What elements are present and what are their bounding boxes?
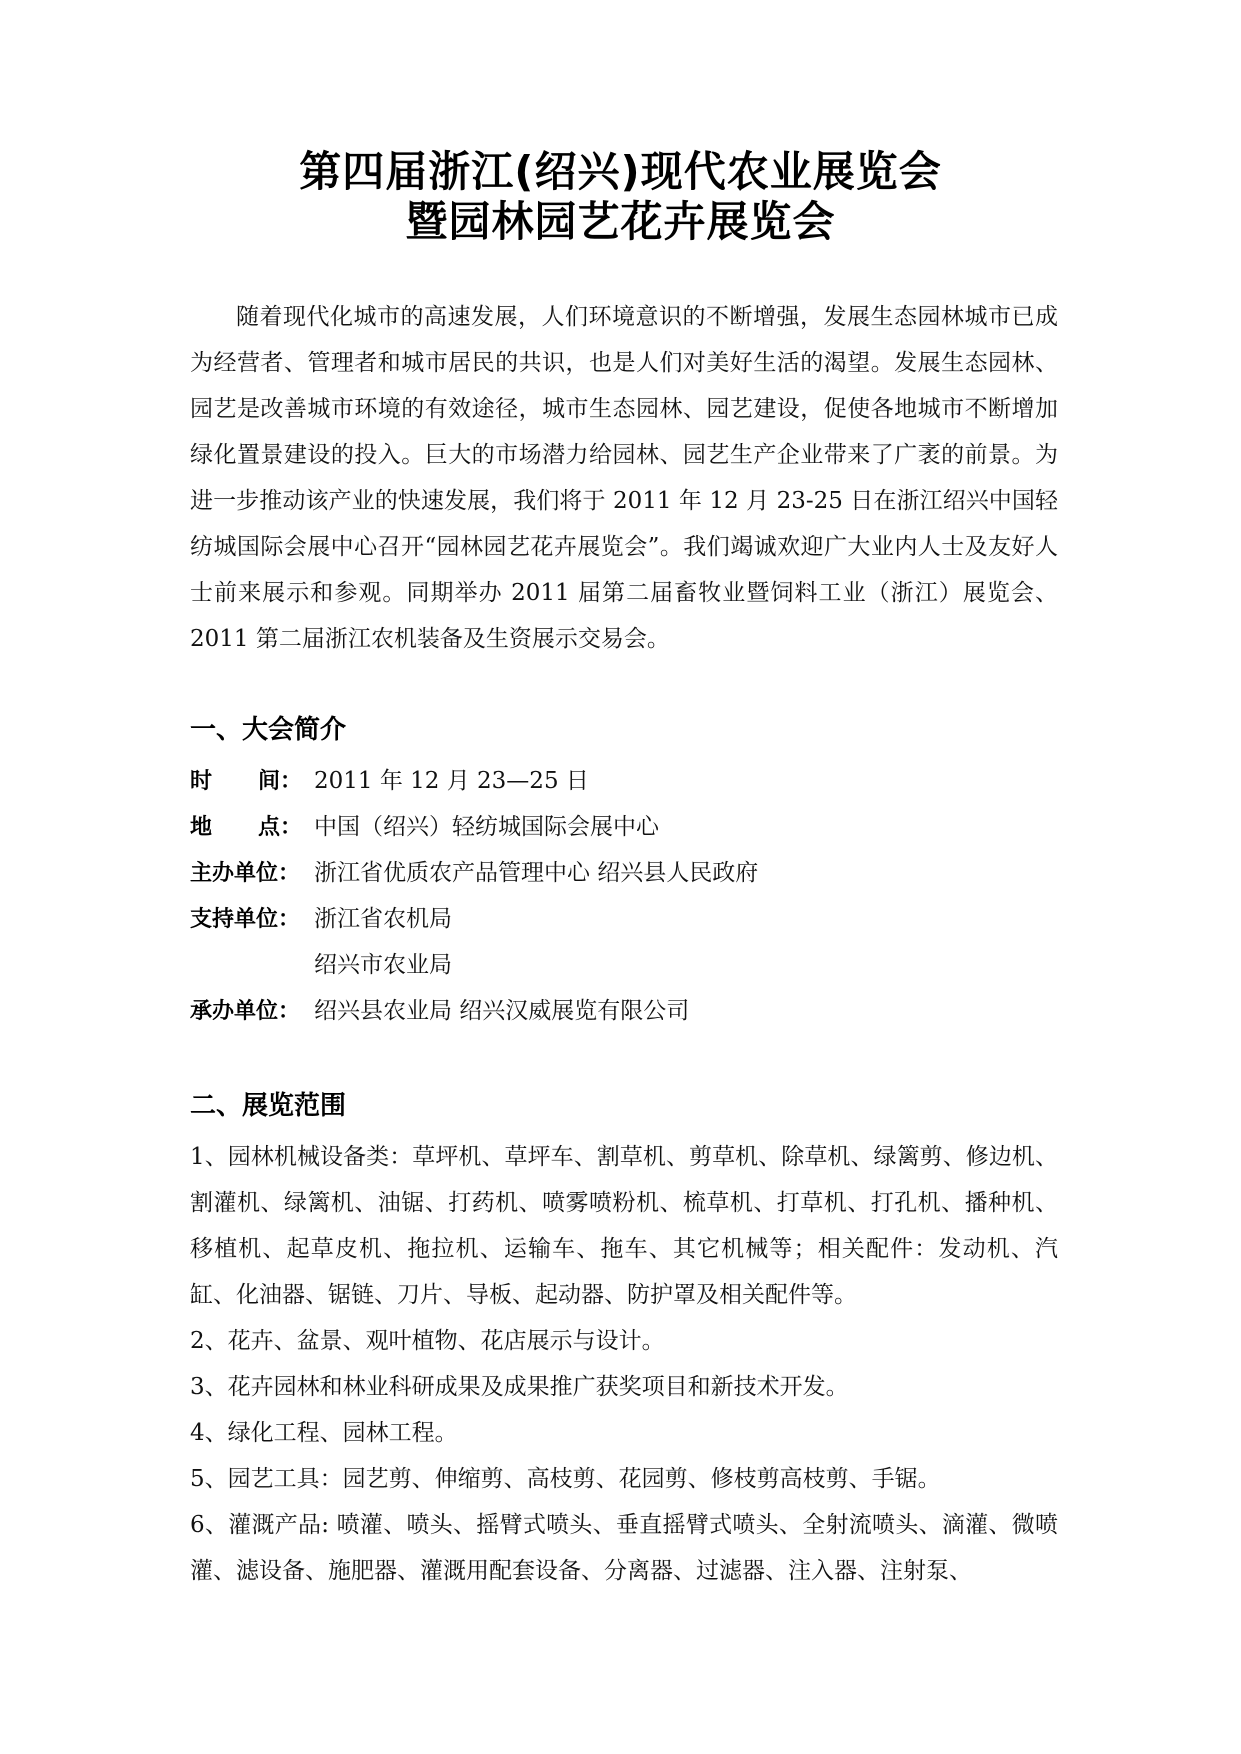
info-value-venue: 中国（绍兴）轻纺城国际会展中心 — [314, 814, 659, 840]
info-label-time: 时 间： — [190, 769, 302, 794]
info-label-organizer: 主办单位： — [190, 861, 301, 886]
info-value-host: 绍兴县农业局 绍兴汉威展览有限公司 — [314, 998, 690, 1024]
intro-paragraph: 随着现代化城市的高速发展，人们环境意识的不断增强，发展生态园林城市已成为经营者、管理者和城市居民的共识，也是人们对美好生活的渴望。发展生态园林、园艺是改善城市环境的有效途径，城市生态园林、园艺建设，促使各地城市不断增加绿化置景建设的投入。巨大的市场潜力给园林、园艺生产企业带来了广袤的前景。为进一步推动该产业的快速发展，我们将于 2011 年 12 月 23-25 日在浙江绍兴中国轻纺城国际会展中心召开“园林园艺花卉展览会”。我们竭诚欢迎广大业内人士及友好人士前来展示和参观。同期举办 2011 届第二届畜牧业暨饲料工业（浙江）展览会、2011 第二届浙江农机装备及生资展示交易会。 — [190, 304, 1058, 652]
info-row-venue — [190, 804, 659, 850]
document-title-line-2: 暨园林园艺花卉展览会 — [405, 197, 836, 246]
info-value-supporter-2: 绍兴市农业局 — [314, 952, 452, 978]
info-row-host — [190, 988, 689, 1034]
section-heading-scope: 二、展览范围 — [190, 1091, 347, 1121]
exhibition-scope-list — [190, 1134, 1058, 1594]
scope-item: 1、园林机械设备类：草坪机、草坪车、割草机、剪草机、除草机、绿篱剪、修边机、割灌机、绿篱机、油锯、打药机、喷雾喷粉机、梳草机、打草机、打孔机、播种机、移植机、起草皮机、拖拉机、运输车、拖车、其它机械等；相关配件：发动机、汽缸、化油器、锯链、刀片、导板、起动器、防护罩及相关配件等。 — [190, 1144, 1058, 1308]
info-label-supporter: 支持单位： — [190, 907, 301, 932]
info-label-venue: 地 点： — [190, 815, 302, 840]
info-label-host: 承办单位： — [190, 999, 301, 1024]
info-value-organizer: 浙江省优质农产品管理中心 绍兴县人民政府 — [314, 860, 759, 886]
document-title-line-1: 第四届浙江(绍兴)现代农业展览会 — [299, 147, 942, 196]
info-row-supporter — [190, 896, 452, 942]
info-value-supporter-1: 浙江省农机局 — [314, 906, 452, 932]
info-row-time — [190, 758, 589, 804]
scope-item: 2、花卉、盆景、观叶植物、花店展示与设计。 — [190, 1328, 665, 1354]
scope-item: 5、园艺工具：园艺剪、伸缩剪、高枝剪、花园剪、修枝剪高枝剪、手锯。 — [190, 1466, 941, 1492]
scope-item: 3、花卉园林和林业科研成果及成果推广获奖项目和新技术开发。 — [190, 1374, 849, 1400]
scope-item: 6、灌溉产品: 喷灌、喷头、摇臂式喷头、垂直摇臂式喷头、全射流喷头、滴灌、微喷灌、滤设备、施肥器、灌溉用配套设备、分离器、过滤器、注入器、注射泵、 — [190, 1512, 1058, 1584]
scope-item: 4、绿化工程、园林工程。 — [190, 1420, 458, 1446]
section-heading-overview: 一、大会简介 — [190, 715, 347, 745]
info-value-time: 2011 年 12 月 23—25 日 — [314, 768, 589, 794]
info-row-supporter-2 — [190, 942, 452, 988]
info-row-organizer — [190, 850, 758, 896]
